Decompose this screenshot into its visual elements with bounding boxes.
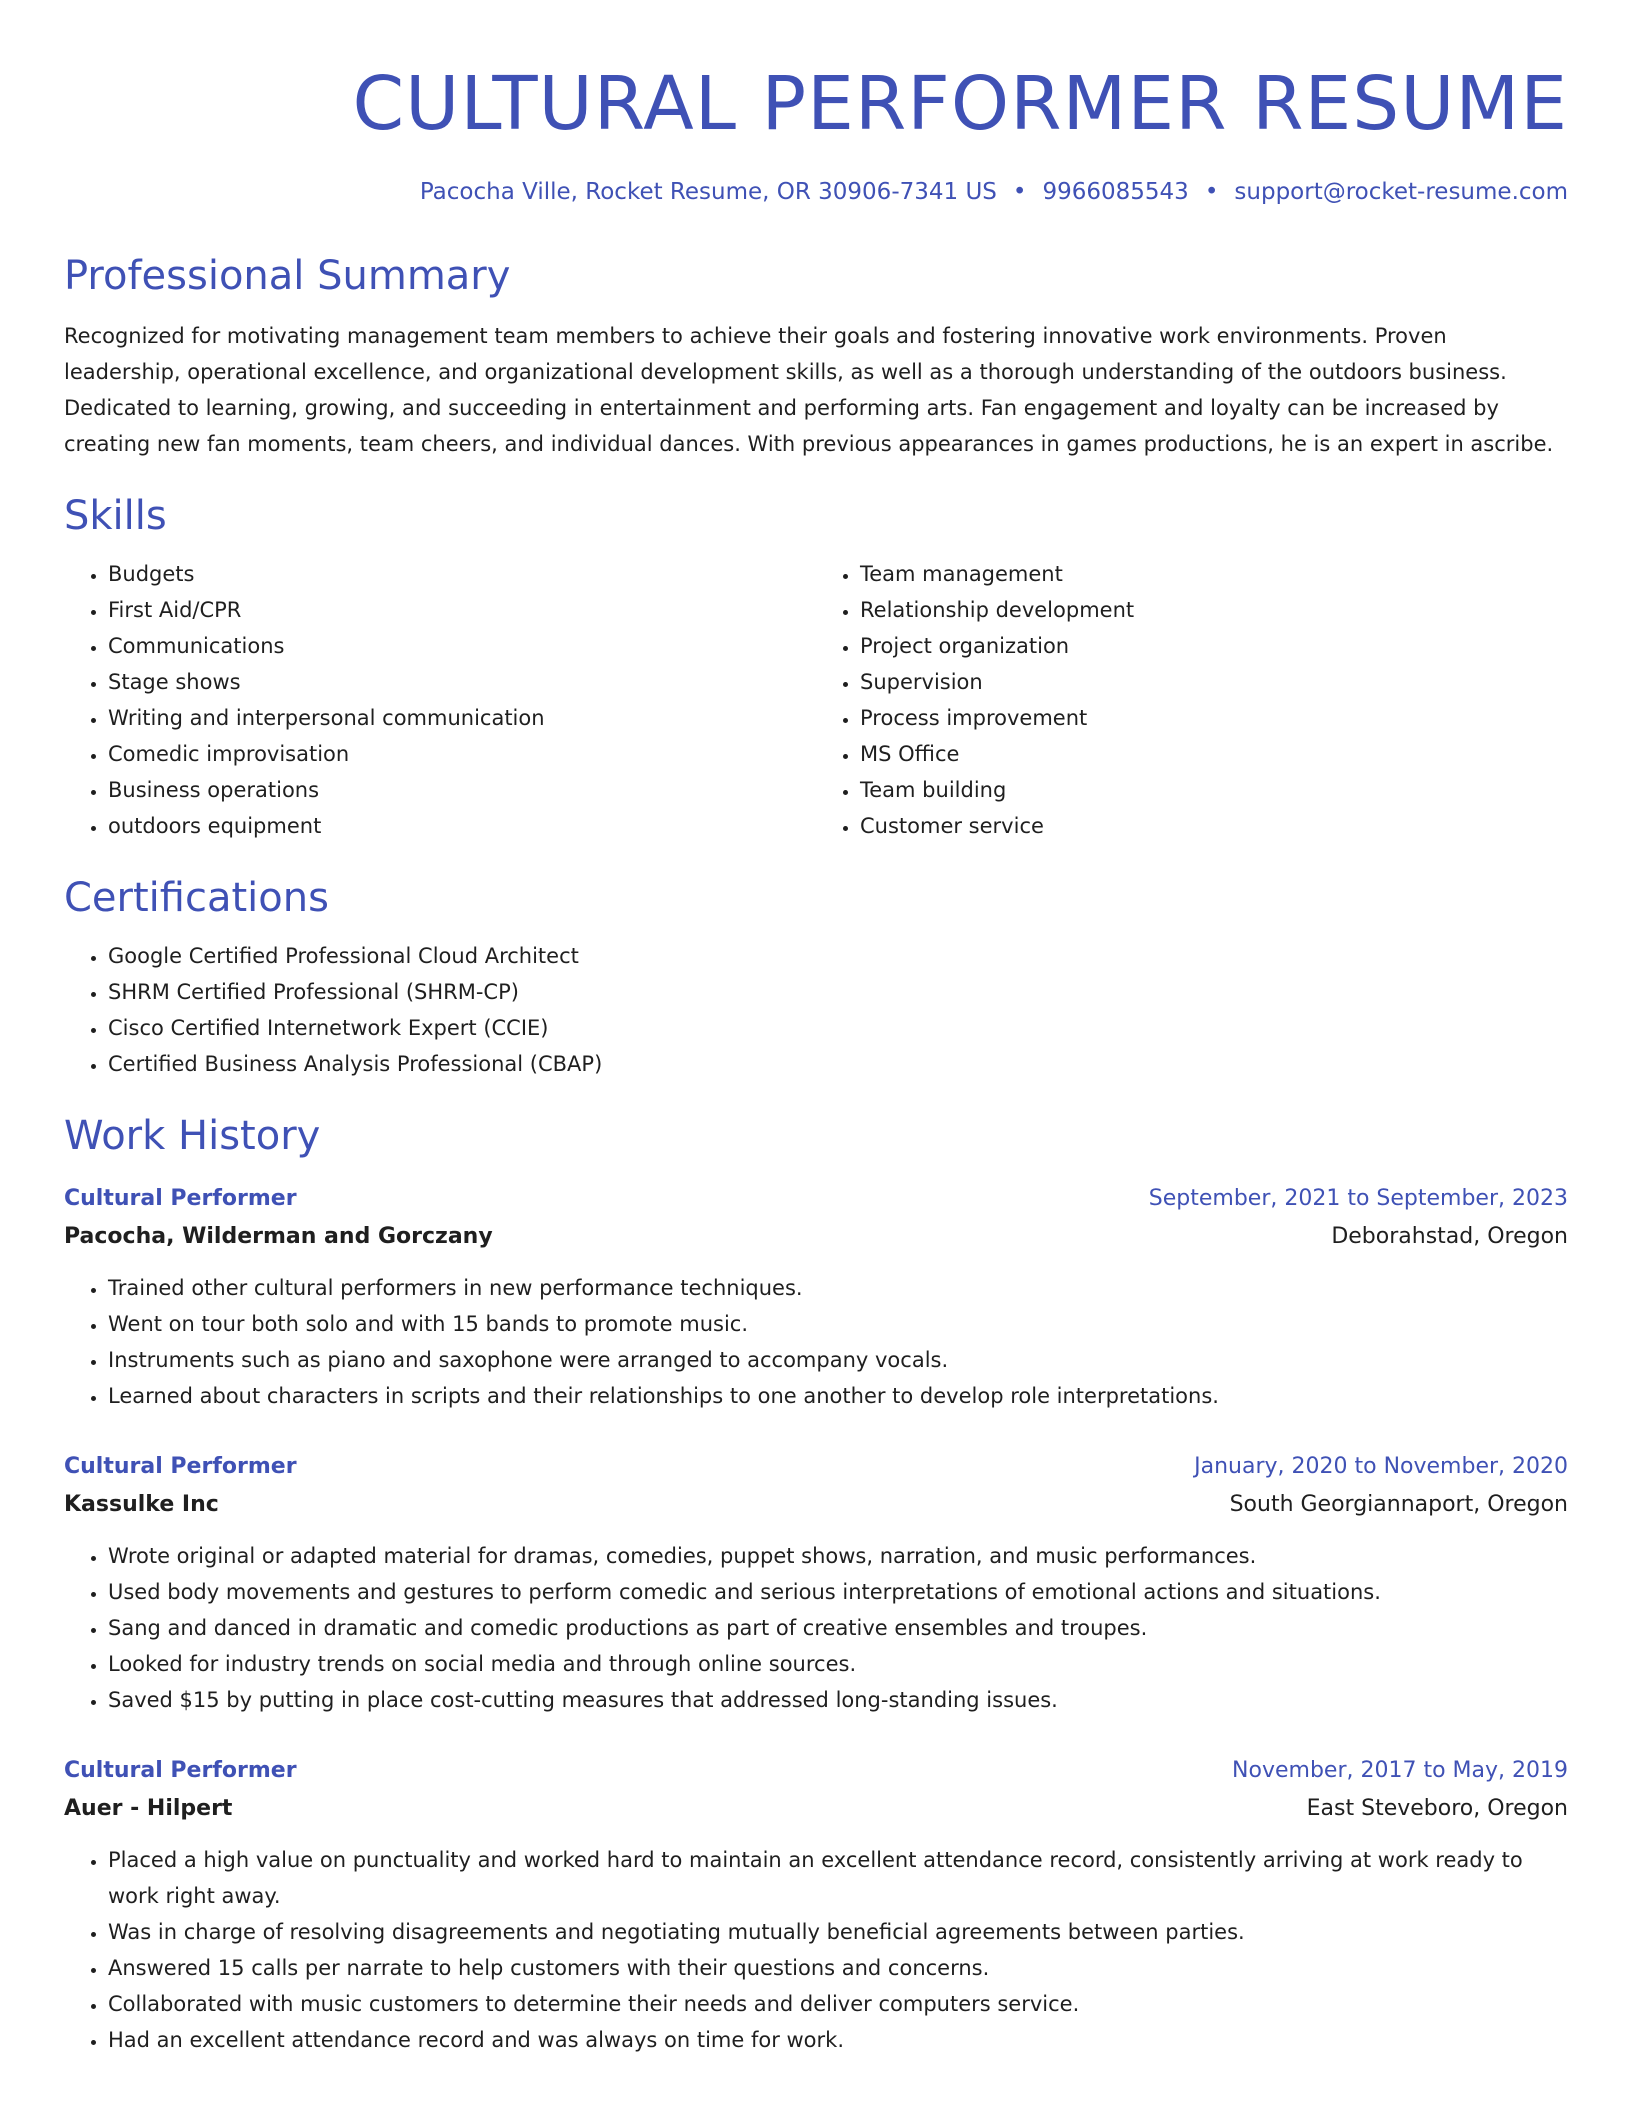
summary-section (64, 248, 1568, 462)
certifications-list (64, 938, 1568, 1082)
contact-email[interactable]: support@rocket-resume.com (1234, 179, 1568, 205)
skills-column-right (816, 556, 1568, 844)
skill-item: • First Aid/CPR (108, 592, 816, 628)
job-dates: September, 2021 to September, 2023 (1148, 1186, 1568, 1211)
job-bullet: • Saved $15 by putting in place cost-cutting measures that addressed long-standing issues. (108, 1682, 1568, 1718)
job-bullet: • Trained other cultural performers in new performance techniques. (108, 1270, 1568, 1306)
job-dates: November, 2017 to May, 2019 (1232, 1758, 1568, 1783)
job-title: Cultural Performer (64, 1186, 297, 1211)
skill-item: • MS Office (860, 736, 1568, 772)
skill-item: • Business operations (108, 772, 816, 808)
job-location: Deborahstad, Oregon (1331, 1224, 1568, 1249)
job-company-row (64, 1790, 1568, 1828)
job-location: East Steveboro, Oregon (1306, 1796, 1568, 1821)
job-title: Cultural Performer (64, 1454, 297, 1479)
job-bullet: • Collaborated with music customers to determine their needs and deliver computers service. (108, 1986, 1568, 2022)
skill-item: • Supervision (860, 664, 1568, 700)
job-bullet: • Was in charge of resolving disagreements and negotiating mutually beneficial agreements between parties. (108, 1914, 1568, 1950)
skills-section (64, 488, 1568, 844)
skill-item: • Team building (860, 772, 1568, 808)
skill-item: • Communications (108, 628, 816, 664)
job-bullets (64, 1842, 1568, 2058)
job-bullet: • Looked for industry trends on social media and through online sources. (108, 1646, 1568, 1682)
summary-heading: Professional Summary (64, 253, 511, 299)
job-entry (64, 1448, 1568, 1718)
skill-item: • Team management (860, 556, 1568, 592)
skill-item: • Comedic improvisation (108, 736, 816, 772)
skills-grid (64, 556, 1568, 844)
skill-item: • Budgets (108, 556, 816, 592)
job-bullets (64, 1270, 1568, 1414)
certification-item: • Cisco Certified Internetwork Expert (CCIE) (108, 1010, 1568, 1046)
contact-line (64, 176, 1568, 208)
job-header-row (64, 1448, 1568, 1486)
job-bullet: • Instruments such as piano and saxophone were arranged to accompany vocals. (108, 1342, 1568, 1378)
resume-title: CULTURAL PERFORMER RESUME (352, 61, 1568, 147)
skill-item: • Stage shows (108, 664, 816, 700)
skill-item: • Customer service (860, 808, 1568, 844)
job-company-row (64, 1218, 1568, 1256)
skill-item: • Writing and interpersonal communication (108, 700, 816, 736)
certification-item: • Certified Business Analysis Professional (CBAP) (108, 1046, 1568, 1082)
work-history-section (64, 1108, 1568, 2058)
job-bullet: • Placed a high value on punctuality and worked hard to maintain an excellent attendance record, consistently arriving at work ready to work right away. (108, 1842, 1568, 1914)
separator-dot: • (1012, 179, 1027, 205)
separator-dot: • (1204, 179, 1219, 205)
certifications-section (64, 870, 1568, 1082)
skill-item: • Process improvement (860, 700, 1568, 736)
job-title: Cultural Performer (64, 1758, 297, 1783)
skill-item: • Relationship development (860, 592, 1568, 628)
job-dates: January, 2020 to November, 2020 (1194, 1454, 1568, 1479)
skill-item: • Project organization (860, 628, 1568, 664)
job-bullet: • Used body movements and gestures to perform comedic and serious interpretations of emotional actions and situations. (108, 1574, 1568, 1610)
skill-item: • outdoors equipment (108, 808, 816, 844)
work-history-heading: Work History (64, 1113, 321, 1159)
contact-address: Pacocha Ville, Rocket Resume, OR 30906-7341 US (419, 179, 997, 205)
job-entry (64, 1752, 1568, 2058)
job-company: Pacocha, Wilderman and Gorczany (64, 1224, 493, 1249)
contact-phone: 9966085543 (1042, 179, 1189, 205)
skills-column-left (64, 556, 816, 844)
job-company-row (64, 1486, 1568, 1524)
certification-item: • SHRM Certified Professional (SHRM-CP) (108, 974, 1568, 1010)
job-company: Kassulke Inc (64, 1492, 219, 1517)
job-bullet: • Went on tour both solo and with 15 bands to promote music. (108, 1306, 1568, 1342)
skills-heading: Skills (64, 493, 167, 539)
job-bullet: • Answered 15 calls per narrate to help customers with their questions and concerns. (108, 1950, 1568, 1986)
job-bullet: • Had an excellent attendance record and was always on time for work. (108, 2022, 1568, 2058)
job-bullet: • Wrote original or adapted material for dramas, comedies, puppet shows, narration, and music performances. (108, 1538, 1568, 1574)
summary-text: Recognized for motivating management team members to achieve their goals and fostering innovative work environments. Proven leadership, operational excellence, and organizational development skills, as well as a thorough understanding of the outdoors business. Dedicated to learning, growing, and succeeding in entertainment and performing arts. Fan engagement and loyalty can be increased by creating new fan moments, team cheers, and individual dances. With previous appearances in games productions, he is an expert in ascribe. (64, 324, 1554, 456)
job-company: Auer - Hilpert (64, 1796, 233, 1821)
certification-item: • Google Certified Professional Cloud Architect (108, 938, 1568, 974)
job-bullets (64, 1538, 1568, 1718)
job-header-row (64, 1752, 1568, 1790)
job-entry (64, 1180, 1568, 1414)
job-bullet: • Sang and danced in dramatic and comedic productions as part of creative ensembles and troupes. (108, 1610, 1568, 1646)
certifications-heading: Certifications (64, 875, 329, 921)
job-header-row (64, 1180, 1568, 1218)
job-location: South Georgiannaport, Oregon (1229, 1492, 1568, 1517)
resume-page (64, 48, 1568, 2058)
job-bullet: • Learned about characters in scripts and their relationships to one another to develop role interpretations. (108, 1378, 1568, 1414)
